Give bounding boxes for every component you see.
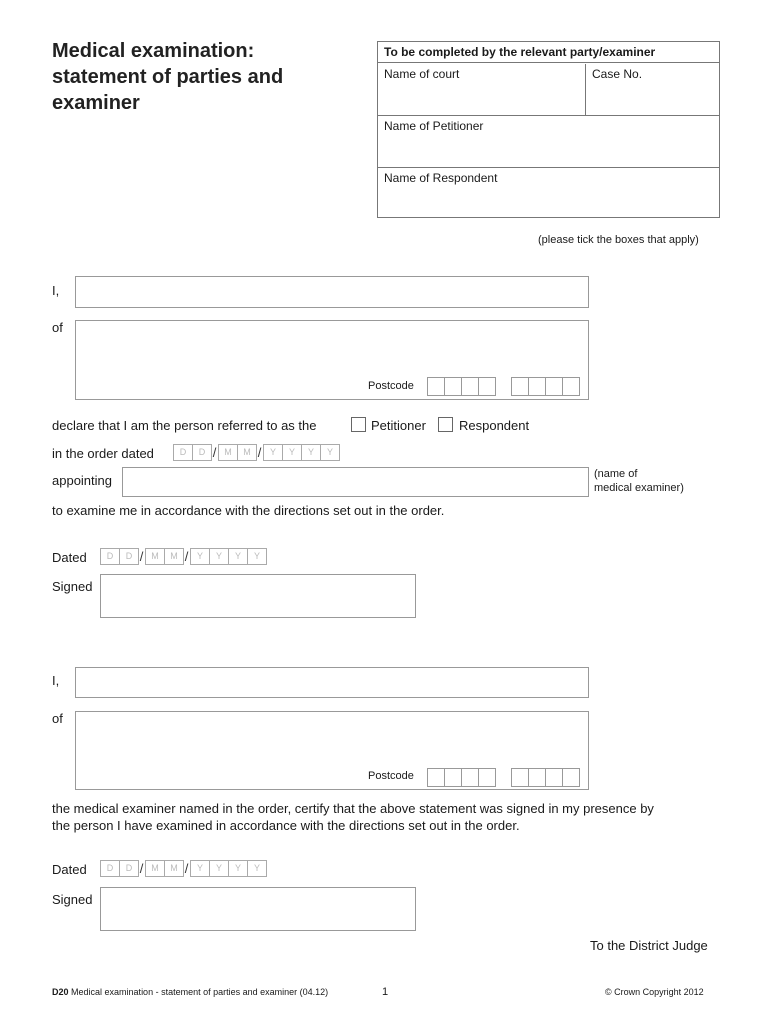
year-cell[interactable]: Y [228, 860, 248, 877]
postcode-char-box[interactable] [444, 377, 462, 396]
postcode-char-box[interactable] [545, 768, 563, 787]
s1-signed-label: Signed [52, 579, 93, 594]
postcode-char-box[interactable] [478, 768, 496, 787]
postcode-char-box[interactable] [528, 768, 546, 787]
year-cell[interactable]: Y [190, 860, 210, 877]
postcode-char-box[interactable] [461, 377, 479, 396]
s2-i-label: I, [52, 673, 60, 688]
date-separator: / [184, 549, 189, 564]
s1-appointing-label: appointing [52, 473, 112, 488]
postcode-char-box[interactable] [528, 377, 546, 396]
s2-signature-box[interactable] [100, 887, 416, 931]
month-cell[interactable]: M [237, 444, 257, 461]
s1-postcode-first[interactable] [427, 377, 495, 396]
case-no-label: Case No. [592, 67, 643, 81]
s1-dated-label: Dated [52, 550, 87, 565]
s2-name-input[interactable] [75, 667, 589, 698]
page-number: 1 [382, 986, 389, 998]
s1-signature-box[interactable] [100, 574, 416, 618]
postcode-char-box[interactable] [511, 768, 529, 787]
respondent-checkbox[interactable] [438, 417, 453, 432]
s2-postcode-label: Postcode [368, 770, 414, 782]
s2-postcode-first[interactable] [427, 768, 495, 787]
month-cell[interactable]: M [164, 860, 184, 877]
respondent-field[interactable] [378, 168, 719, 218]
year-cell[interactable]: Y [301, 444, 321, 461]
s1-i-label: I, [52, 283, 60, 298]
title-line-2: statement of parties and [52, 66, 284, 88]
postcode-char-box[interactable] [562, 377, 580, 396]
postcode-char-box[interactable] [461, 768, 479, 787]
name-of-court-label: Name of court [384, 67, 460, 81]
name-of-court-field[interactable] [378, 64, 585, 115]
year-cell[interactable]: Y [190, 548, 210, 565]
day-cell[interactable]: D [100, 548, 120, 565]
s2-signed-label: Signed [52, 892, 93, 907]
title-line-1: Medical examination: [52, 40, 255, 62]
month-cell[interactable]: M [145, 860, 165, 877]
day-cell[interactable]: D [119, 860, 139, 877]
page-title [52, 38, 283, 116]
postcode-char-box[interactable] [444, 768, 462, 787]
year-cell[interactable]: Y [263, 444, 283, 461]
form-code: D20 [52, 987, 69, 997]
year-cell[interactable]: Y [247, 548, 267, 565]
month-cell[interactable]: M [164, 548, 184, 565]
s1-dated-input[interactable] [100, 548, 266, 565]
postcode-char-box[interactable] [562, 768, 580, 787]
day-cell[interactable]: D [100, 860, 120, 877]
month-cell[interactable]: M [145, 548, 165, 565]
date-separator: / [139, 549, 144, 564]
petitioner-field[interactable] [378, 116, 719, 168]
postcode-char-box[interactable] [427, 768, 445, 787]
petitioner-checkbox[interactable] [351, 417, 366, 432]
to-district-judge: To the District Judge [590, 938, 708, 953]
s1-order-dated-label: in the order dated [52, 446, 154, 461]
date-separator: / [184, 861, 189, 876]
petitioner-option-label: Petitioner [371, 418, 426, 433]
medical-examiner-name-input[interactable] [122, 467, 589, 497]
case-no-field[interactable] [585, 64, 719, 115]
s1-examine-text: to examine me in accordance with the directions set out in the order. [52, 503, 445, 518]
s2-certify-line-1: the medical examiner named in the order, certify that the above statement was signed in my presence by [52, 801, 654, 816]
year-cell[interactable]: Y [247, 860, 267, 877]
year-cell[interactable]: Y [320, 444, 340, 461]
year-cell[interactable]: Y [282, 444, 302, 461]
s1-postcode-label: Postcode [368, 380, 414, 392]
court-details-box [377, 41, 720, 218]
title-line-3: examiner [52, 92, 140, 114]
s1-order-date-input[interactable] [173, 444, 339, 461]
day-cell[interactable]: D [192, 444, 212, 461]
examiner-name-note [594, 467, 684, 495]
s2-dated-input[interactable] [100, 860, 266, 877]
s1-of-label: of [52, 320, 63, 335]
respondent-label: Name of Respondent [384, 171, 498, 185]
court-row [378, 64, 719, 116]
court-box-header: To be completed by the relevant party/examiner [378, 42, 719, 63]
postcode-char-box[interactable] [427, 377, 445, 396]
s2-postcode-second[interactable] [511, 768, 579, 787]
tick-instruction: (please tick the boxes that apply) [538, 234, 699, 246]
s2-certify-line-2: the person I have examined in accordance with the directions set out in the order. [52, 818, 520, 833]
day-cell[interactable]: D [119, 548, 139, 565]
year-cell[interactable]: Y [209, 860, 229, 877]
date-separator: / [257, 445, 262, 460]
footer-form-info [52, 987, 328, 997]
day-cell[interactable]: D [173, 444, 193, 461]
postcode-char-box[interactable] [545, 377, 563, 396]
petitioner-label: Name of Petitioner [384, 119, 484, 133]
date-separator: / [212, 445, 217, 460]
month-cell[interactable]: M [218, 444, 238, 461]
copyright: © Crown Copyright 2012 [605, 987, 704, 997]
s1-name-input[interactable] [75, 276, 589, 308]
examiner-note-line-2: medical examiner) [594, 482, 684, 494]
s2-dated-label: Dated [52, 862, 87, 877]
postcode-char-box[interactable] [478, 377, 496, 396]
s2-of-label: of [52, 711, 63, 726]
s1-declare-text: declare that I am the person referred to as the [52, 418, 317, 433]
date-separator: / [139, 861, 144, 876]
postcode-char-box[interactable] [511, 377, 529, 396]
examiner-note-line-1: (name of [594, 468, 638, 480]
year-cell[interactable]: Y [228, 548, 248, 565]
form-title: Medical examination - statement of parties and examiner (04.12) [71, 987, 329, 997]
s1-postcode-second[interactable] [511, 377, 579, 396]
year-cell[interactable]: Y [209, 548, 229, 565]
respondent-option-label: Respondent [459, 418, 530, 433]
